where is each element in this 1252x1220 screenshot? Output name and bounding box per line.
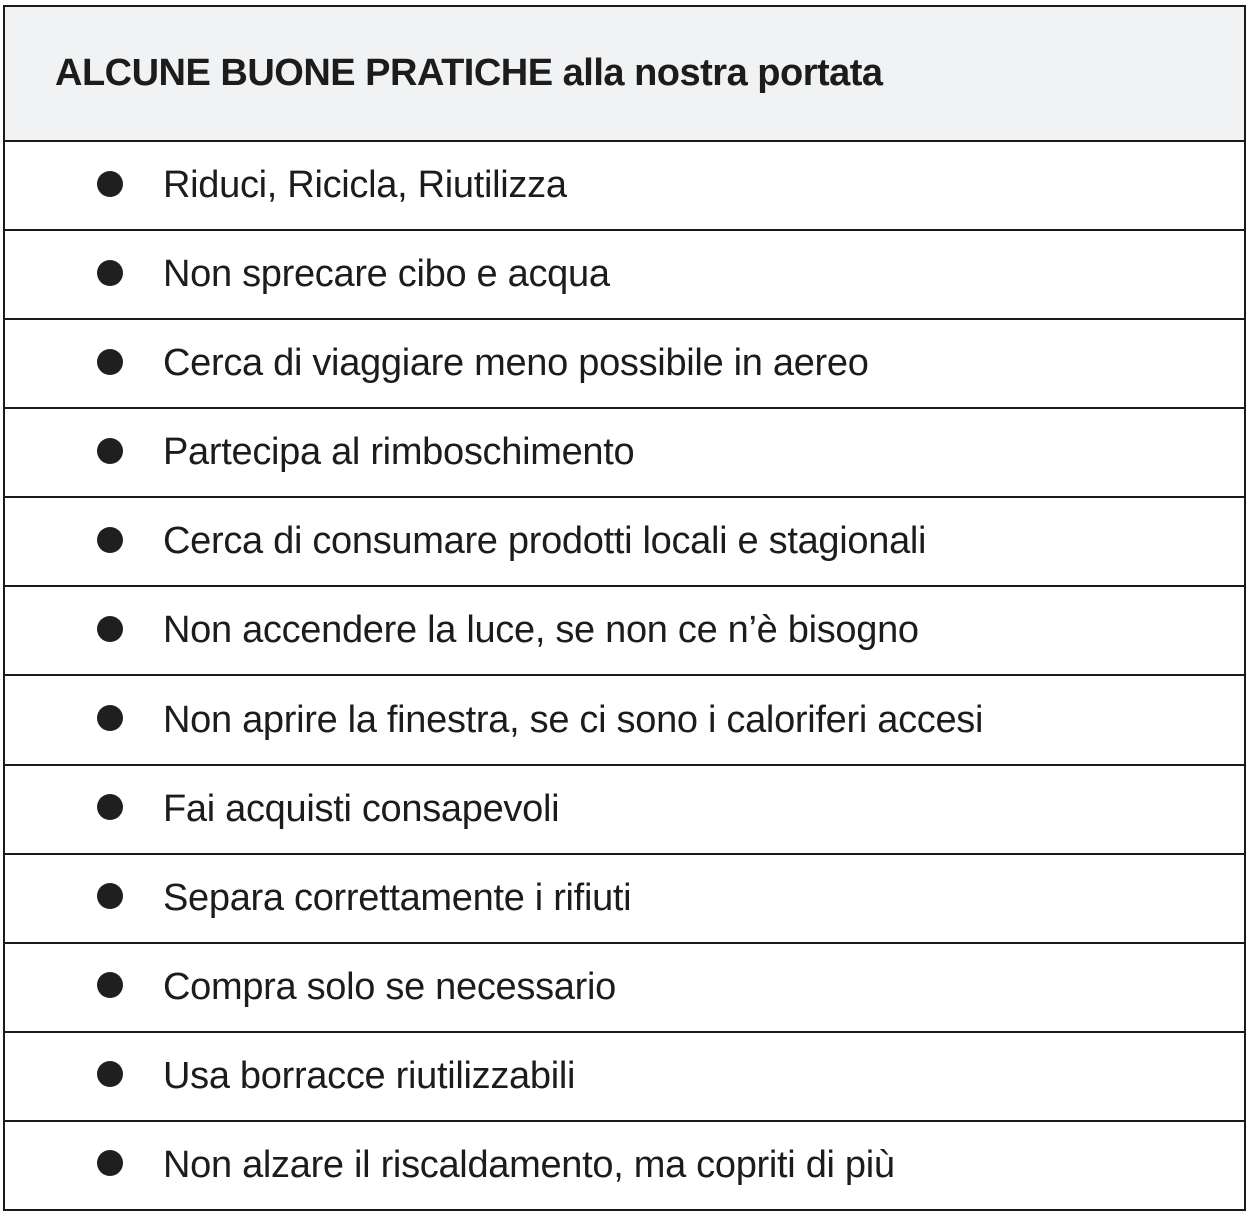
table-row [5, 587, 1244, 676]
bullet-icon [97, 527, 123, 553]
practice-text: Partecipa al rimboschimento [163, 431, 635, 474]
practice-text: Cerca di viaggiare meno possibile in aereo [163, 342, 869, 385]
practice-text: Cerca di consumare prodotti locali e stagionali [163, 520, 927, 563]
table-row [5, 498, 1244, 587]
bullet-icon [97, 171, 123, 197]
practice-text: Non aprire la finestra, se ci sono i caloriferi accesi [163, 698, 984, 741]
practice-text: Non alzare il riscaldamento, ma copriti di più [163, 1143, 895, 1186]
table-row [5, 766, 1244, 855]
bullet-icon [97, 260, 123, 286]
table-row [5, 676, 1244, 765]
bullet-icon [97, 794, 123, 820]
practice-text: Compra solo se necessario [163, 965, 616, 1008]
practices-list [5, 142, 1244, 1209]
table-row [5, 1033, 1244, 1122]
bullet-icon [97, 705, 123, 731]
bullet-icon [97, 972, 123, 998]
table-title: ALCUNE BUONE PRATICHE alla nostra portata [55, 52, 883, 94]
table-row [5, 944, 1244, 1033]
bullet-icon [97, 438, 123, 464]
practice-text: Non accendere la luce, se non ce n’è bisogno [163, 609, 919, 652]
bullet-icon [97, 1150, 123, 1176]
table-header [5, 7, 1244, 142]
practice-text: Riduci, Ricicla, Riutilizza [163, 164, 567, 207]
practice-text: Non sprecare cibo e acqua [163, 253, 610, 296]
practice-text: Separa correttamente i rifiuti [163, 876, 632, 919]
bullet-icon [97, 349, 123, 375]
bullet-icon [97, 883, 123, 909]
table-row [5, 409, 1244, 498]
table-row [5, 142, 1244, 231]
good-practices-table [3, 5, 1246, 1211]
table-row [5, 231, 1244, 320]
table-row [5, 855, 1244, 944]
bullet-icon [97, 1061, 123, 1087]
practice-text: Usa borracce riutilizzabili [163, 1054, 576, 1097]
practice-text: Fai acquisti consapevoli [163, 787, 560, 830]
table-row [5, 1122, 1244, 1209]
bullet-icon [97, 616, 123, 642]
table-row [5, 320, 1244, 409]
